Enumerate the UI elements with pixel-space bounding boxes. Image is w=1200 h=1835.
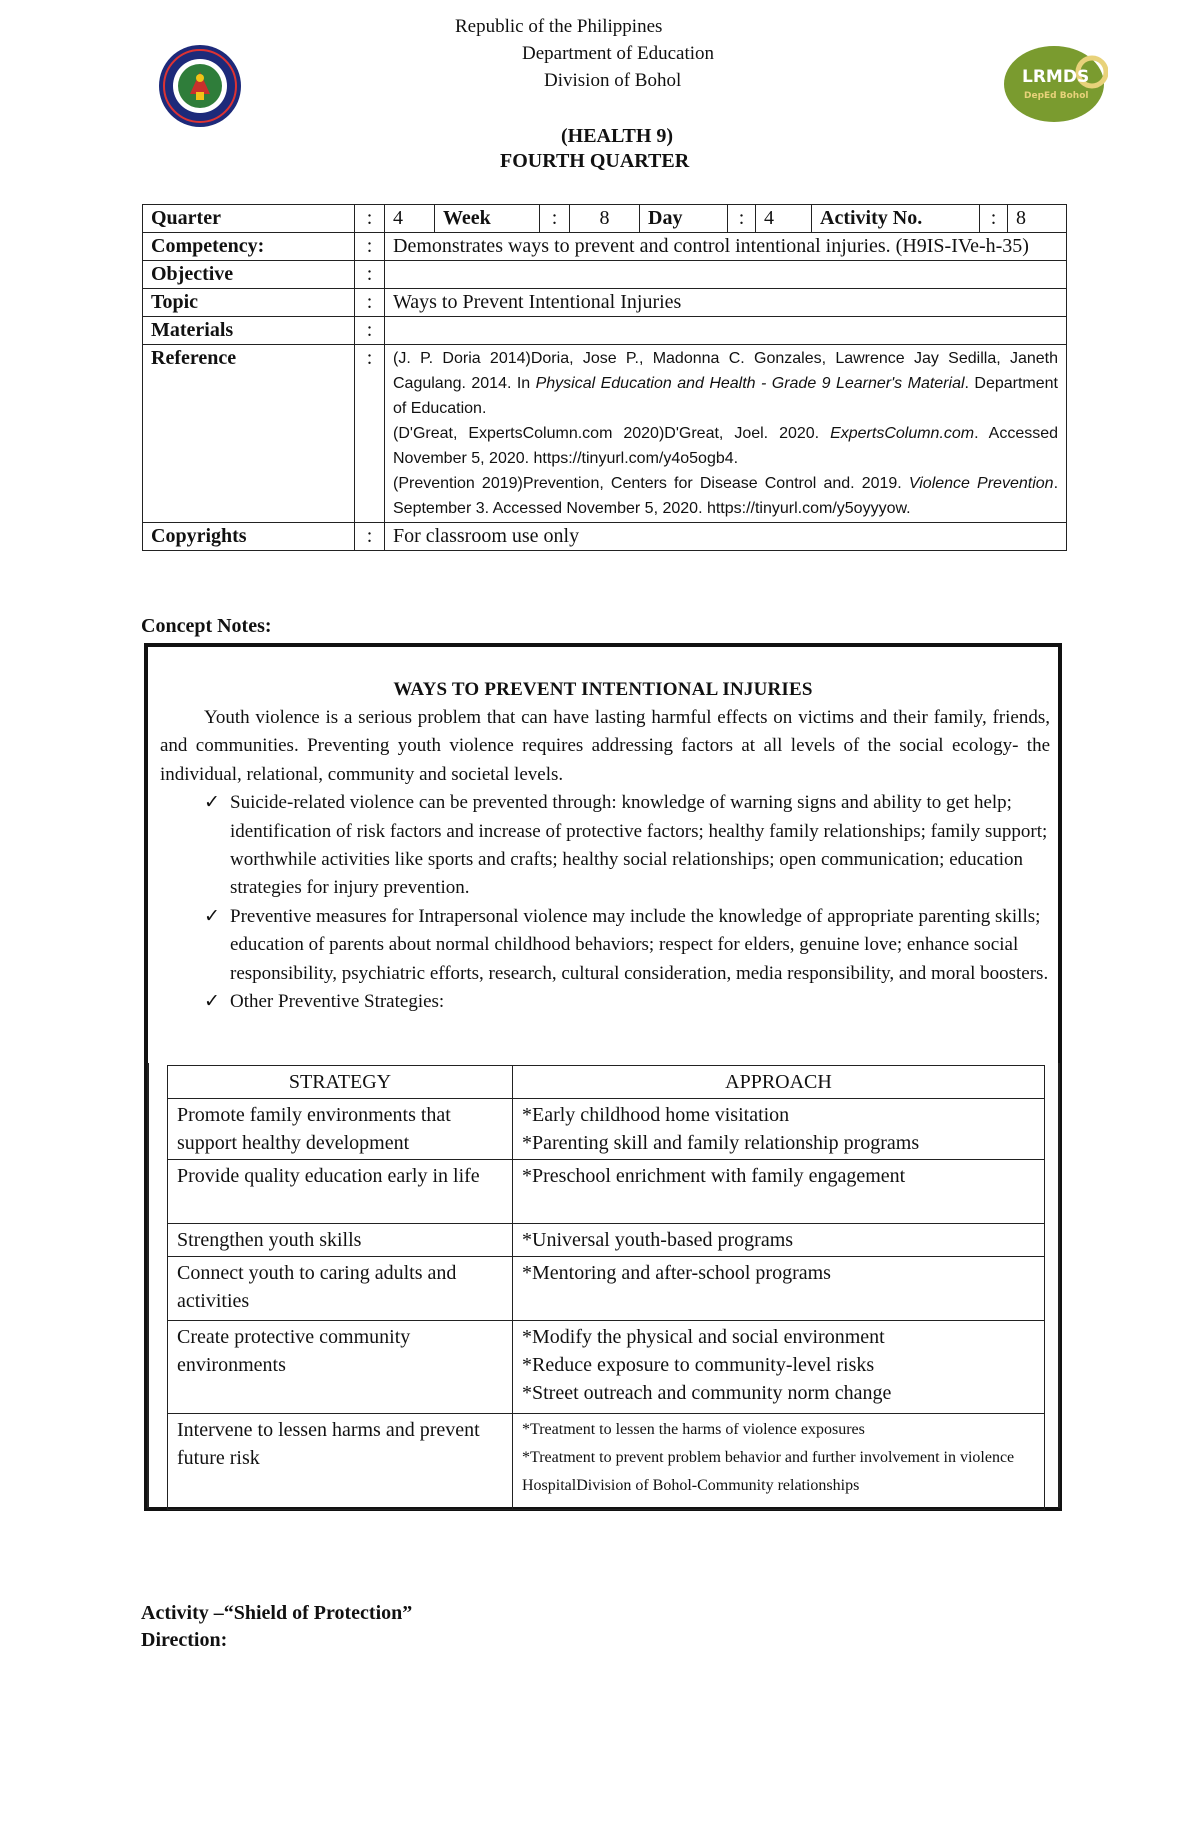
separator: : [355, 345, 385, 523]
strategy-cell: Connect youth to caring adults and activities [168, 1257, 513, 1321]
check-icon: ✓ [204, 792, 220, 814]
concept-notes-label: Concept Notes: [141, 615, 272, 637]
strategy-cell: Intervene to lessen harms and prevent future risk [168, 1414, 513, 1510]
bullet-suicide: ✓ Suicide-related violence can be prevented through: knowledge of warning signs and ability to get help; identification of risk factors and increase of protective factors; healthy family relationships; family support; worthwhile activities like sports and crafts; healthy social relationships; open communication; education strategies for injury prevention. [160, 789, 1050, 903]
separator: : [355, 205, 385, 233]
check-icon: ✓ [204, 991, 220, 1013]
separator: : [980, 205, 1008, 233]
separator: : [540, 205, 570, 233]
strategy-cell: Promote family environments that support healthy development [168, 1099, 513, 1160]
lrmds-logo-text: LRMDS [1022, 67, 1090, 87]
quarter-title: FOURTH QUARTER [500, 150, 690, 172]
competency-label: Competency: [143, 233, 355, 261]
quarter-value: 4 [385, 205, 435, 233]
strategy-table [167, 1065, 1045, 1510]
activity-no-value: 8 [1008, 205, 1067, 233]
row-objective [143, 261, 1067, 289]
activity-title: Activity –“Shield of Protection” [141, 1602, 413, 1624]
separator: : [355, 523, 385, 551]
concept-title: WAYS TO PREVENT INTENTIONAL INJURIES [393, 679, 813, 700]
row-topic [143, 289, 1067, 317]
materials-value [385, 317, 1067, 345]
table-row [168, 1257, 1045, 1321]
approach-cell: *Modify the physical and social environment *Reduce exposure to community-level risks *Street outreach and community norm change [513, 1321, 1045, 1414]
lesson-info-table [142, 204, 1067, 551]
lrmds-logo-sub: DepEd Bohol [1024, 91, 1089, 101]
strategy-header-row [168, 1066, 1045, 1099]
check-icon: ✓ [204, 905, 220, 927]
strategy-cell: Strengthen youth skills [168, 1224, 513, 1257]
bullet-intrapersonal: ✓ Preventive measures for Intrapersonal violence may include the knowledge of appropriate parenting skills; education of parents about normal childhood behaviors; respect for elders, genuine love; enhance social responsibility, psychiatric efforts, research, cultural consideration, media responsibility, and moral boosters. [160, 903, 1050, 988]
week-label: Week [435, 205, 540, 233]
copyrights-value: For classroom use only [385, 523, 1067, 551]
lrmds-logo [996, 38, 1108, 126]
separator: : [355, 233, 385, 261]
reference-1: (J. P. Doria 2014)Doria, Jose P., Madonna C. Gonzales, Lawrence Jay Sedilla, Janeth Cagulang. 2014. In Physical Education and Health - Grade 9 Learner's Material. Department of Education. [393, 350, 1058, 417]
table-row [168, 1321, 1045, 1414]
concept-body [160, 704, 1050, 1016]
approach-cell: *Early childhood home visitation *Parenting skill and family relationship programs [513, 1099, 1045, 1160]
strategy-cell: Provide quality education early in life [168, 1160, 513, 1224]
separator: : [355, 261, 385, 289]
objective-value [385, 261, 1067, 289]
header-republic: Republic of the Philippines [455, 16, 663, 37]
topic-label: Topic [143, 289, 355, 317]
objective-label: Objective [143, 261, 355, 289]
concept-intro: Youth violence is a serious problem that can have lasting harmful effects on victims and their family, friends, and communities. Preventing youth violence requires addressing factors at all levels of the social ecology- the individual, relational, community and societal levels. [160, 707, 1050, 785]
activity-no-label: Activity No. [812, 205, 980, 233]
approach-header: APPROACH [513, 1066, 1045, 1099]
table-row [168, 1224, 1045, 1257]
approach-cell: *Preschool enrichment with family engagement [513, 1160, 1045, 1224]
frame-line [147, 1063, 149, 1508]
topic-value: Ways to Prevent Intentional Injuries [385, 289, 1067, 317]
reference-2: (D'Great, ExpertsColumn.com 2020)D'Great, Joel. 2020. ExpertsColumn.com. Accessed November 5, 2020. https://tinyurl.com/y4o5ogb4. [393, 425, 1059, 467]
reference-3: (Prevention 2019)Prevention, Centers for Disease Control and. 2019. Violence Prevention. September 3. Accessed November 5, 2020. https://tinyurl.com/y5oyyyow. [393, 475, 1059, 517]
separator: : [355, 289, 385, 317]
strategy-header: STRATEGY [168, 1066, 513, 1099]
approach-cell: *Universal youth-based programs [513, 1224, 1045, 1257]
subject-title: (HEALTH 9) [561, 125, 674, 147]
activity-direction: Direction: [141, 1629, 228, 1651]
competency-value: Demonstrates ways to prevent and control intentional injuries. (H9IS-IVe-h-35) [385, 233, 1067, 261]
strategy-cell: Create protective community environments [168, 1321, 513, 1414]
reference-label: Reference [143, 345, 355, 523]
row-reference [143, 345, 1067, 523]
week-value: 8 [570, 205, 640, 233]
header-department: Department of Education [522, 43, 715, 64]
row-quarter [143, 205, 1067, 233]
bullet-other: ✓ Other Preventive Strategies: [160, 988, 1050, 1016]
approach-cell: *Treatment to lessen the harms of violence exposures *Treatment to prevent problem behavior and further involvement in violence HospitalDivision of Bohol-Community relationships [513, 1414, 1045, 1510]
header-division: Division of Bohol [544, 70, 682, 91]
approach-cell: *Mentoring and after-school programs [513, 1257, 1045, 1321]
reference-list [385, 345, 1067, 523]
materials-label: Materials [143, 317, 355, 345]
row-materials [143, 317, 1067, 345]
separator: : [355, 317, 385, 345]
row-competency [143, 233, 1067, 261]
day-label: Day [640, 205, 728, 233]
separator: : [728, 205, 756, 233]
row-copyrights [143, 523, 1067, 551]
table-row [168, 1099, 1045, 1160]
table-row [168, 1160, 1045, 1224]
quarter-label: Quarter [143, 205, 355, 233]
table-row [168, 1414, 1045, 1510]
copyrights-label: Copyrights [143, 523, 355, 551]
day-value: 4 [756, 205, 812, 233]
frame-line [1058, 1063, 1060, 1508]
deped-seal-logo [158, 44, 242, 128]
